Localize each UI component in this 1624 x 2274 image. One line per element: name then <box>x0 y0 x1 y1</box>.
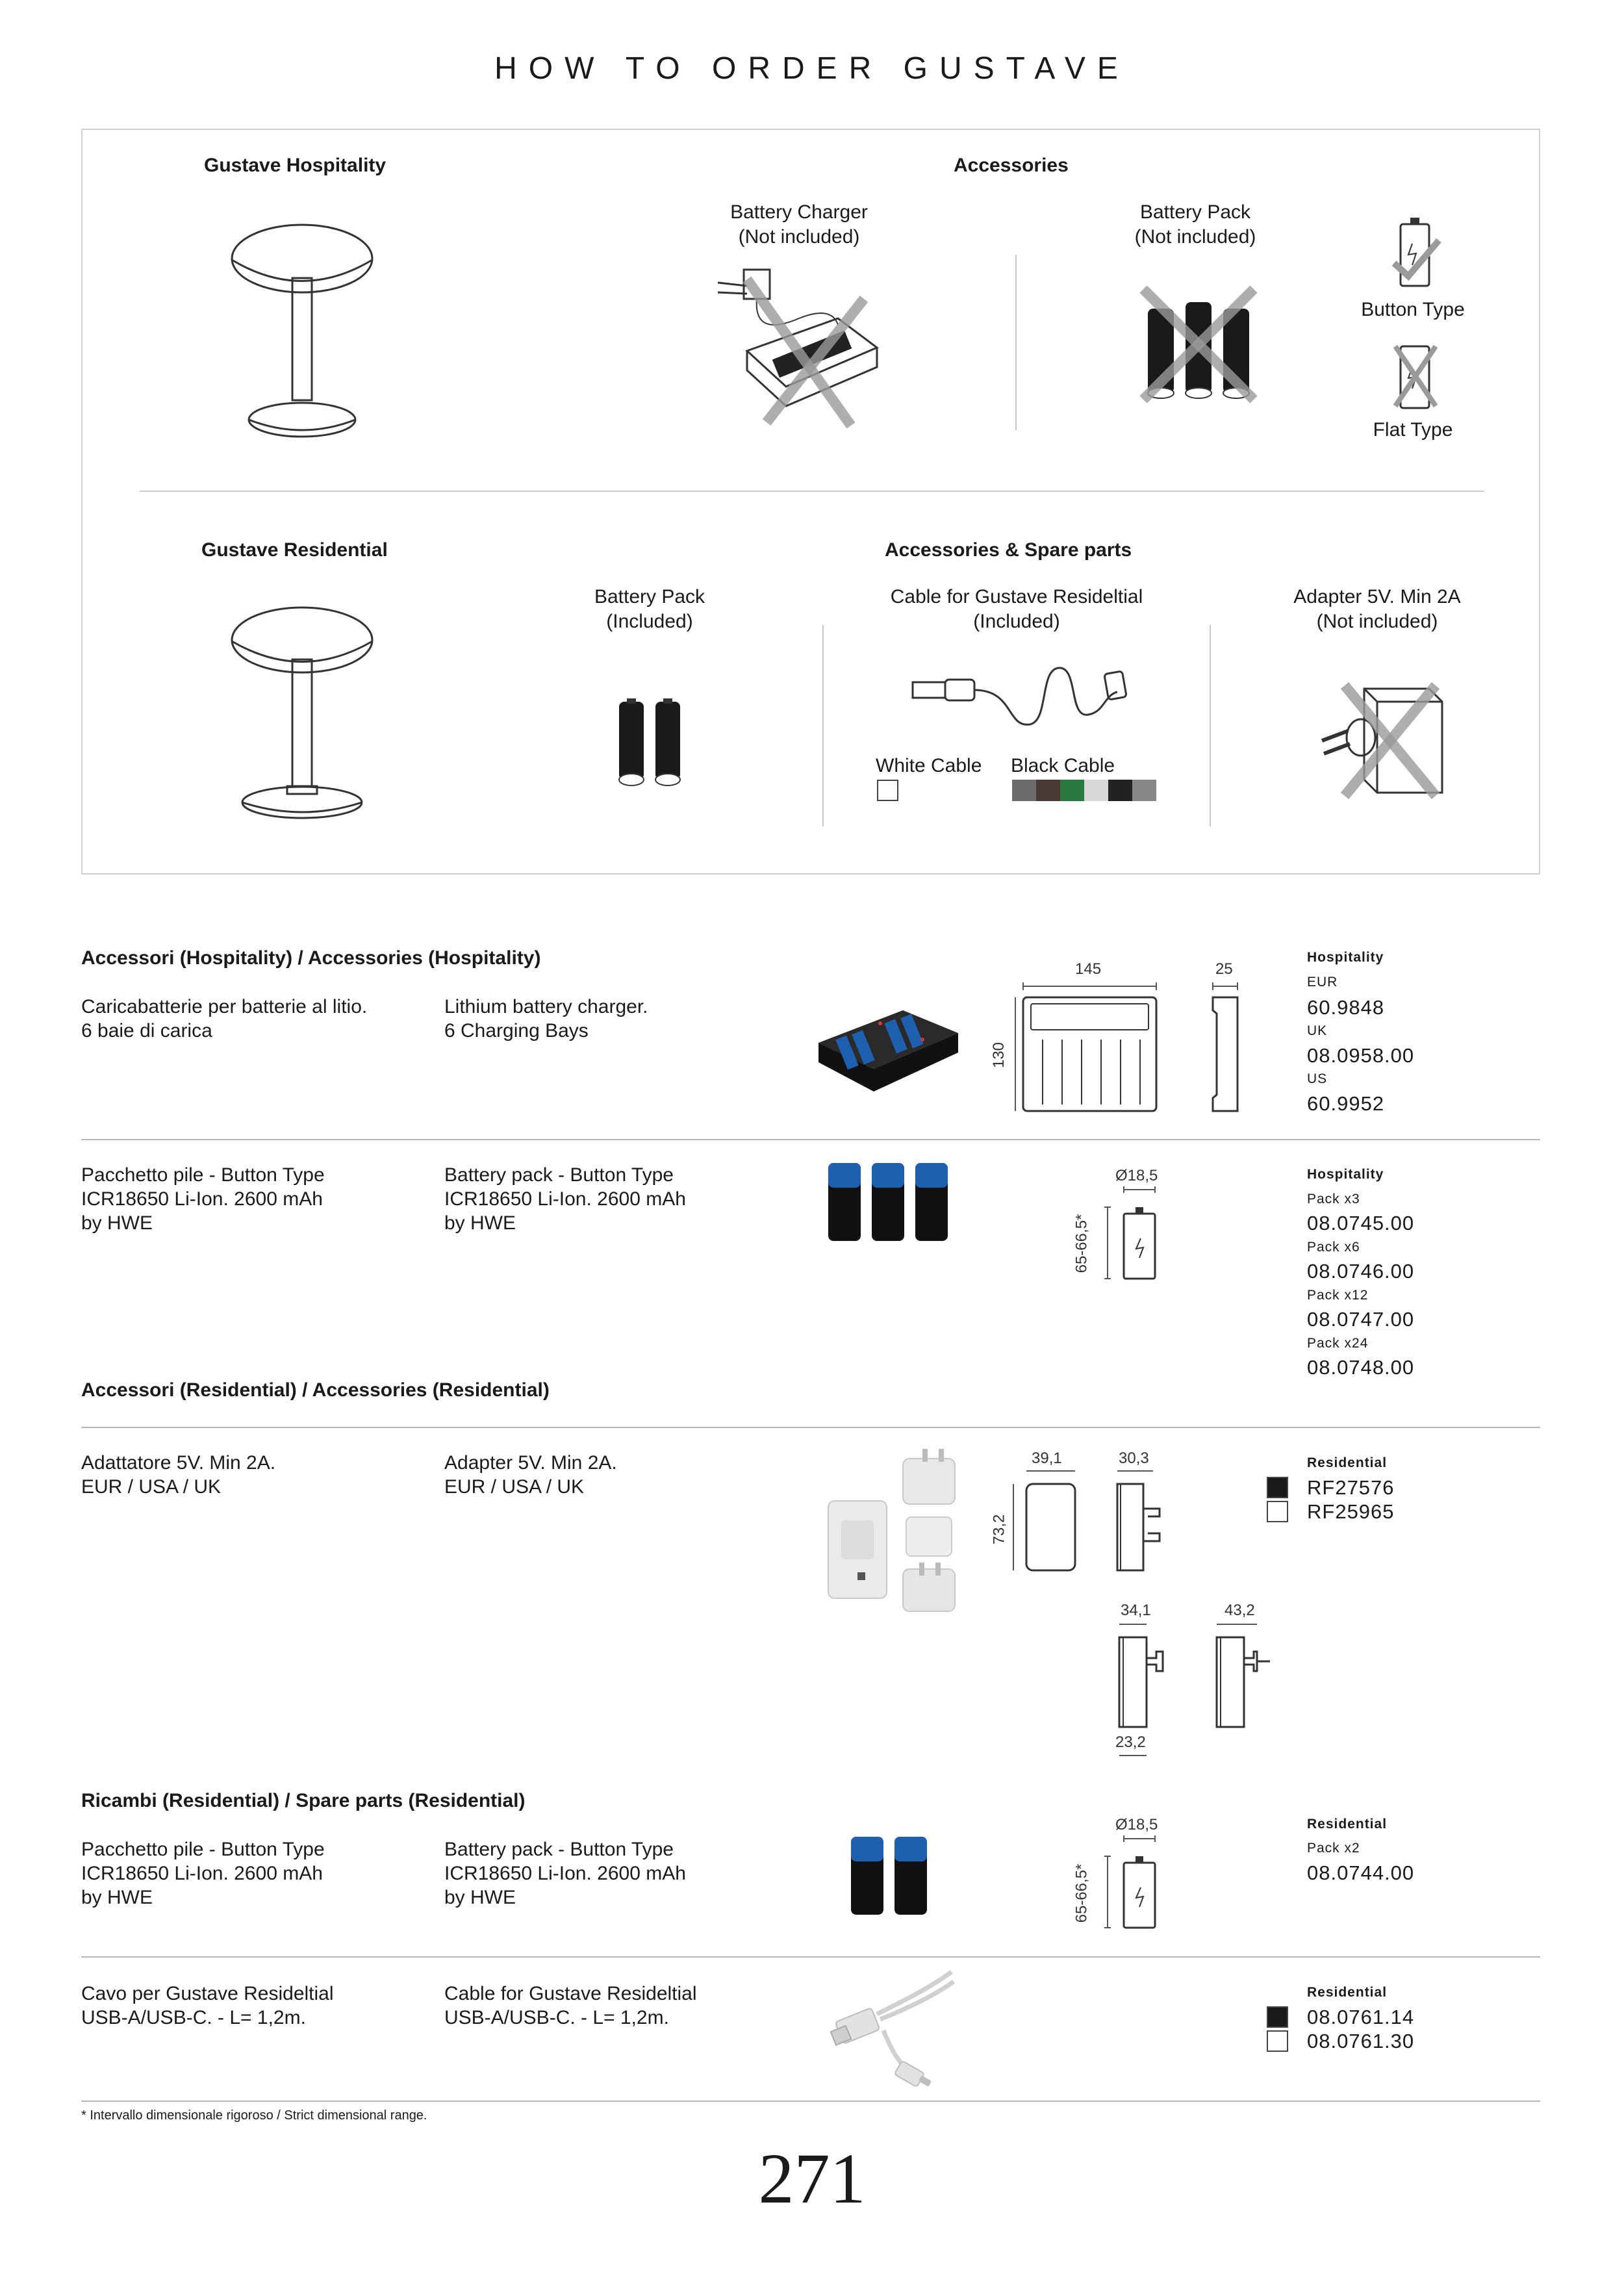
section-title-accessories-hospitality: Accessori (Hospitality) / Accessories (Hospitality) <box>81 947 541 969</box>
pack-hosp-dim-diameter: Ø18,5 <box>1115 1167 1158 1184</box>
pack-res-desc-it-1: Pacchetto pile - Button Type <box>81 1839 325 1860</box>
residential-title: Gustave Residential <box>201 539 388 561</box>
battery-pack-3-photo <box>825 1160 955 1244</box>
charger-desc-it-2: 6 baie di carica <box>81 1020 212 1041</box>
charger-uk-label: UK <box>1307 1023 1328 1038</box>
row-divider <box>81 1956 1540 1958</box>
charger-desc-en-2: 6 Charging Bays <box>444 1020 589 1041</box>
pack-hosp-desc-en-3: by HWE <box>444 1212 516 1234</box>
charger-desc-it-1: Caricabatterie per batterie al litio. <box>81 996 368 1017</box>
charger-dim-width: 145 <box>1075 960 1102 978</box>
adapter-crossed-icon <box>1312 676 1449 806</box>
charger-desc-en-1: Lithium battery charger. <box>444 996 648 1017</box>
white-color-swatch <box>1267 1501 1288 1522</box>
charger-us-label: US <box>1307 1071 1328 1086</box>
pack-incl-label-line2: (Included) <box>606 611 693 632</box>
adapter-technical-drawings <box>997 1470 1309 1762</box>
cable-desc-en-1: Cable for Gustave Resideltial <box>444 1983 697 2004</box>
black-color-swatch <box>1267 1477 1288 1498</box>
residential-lamp-drawing <box>227 604 383 825</box>
divider-vertical <box>822 625 824 826</box>
row-divider <box>81 2101 1540 2102</box>
adapter-desc-en-2: EUR / USA / UK <box>444 1476 585 1498</box>
charger-dim-depth: 25 <box>1215 960 1233 978</box>
pack-hosp-desc-it-3: by HWE <box>81 1212 153 1234</box>
pack-res-technical-drawing <box>1104 1835 1169 1933</box>
divider-vertical <box>1210 625 1211 826</box>
adapter-dim-width: 39,1 <box>1032 1450 1062 1467</box>
charger-us-code: 60.9952 <box>1307 1092 1385 1115</box>
adapter-dim-plug: 23,2 <box>1115 1733 1146 1751</box>
adapter-dim-depth: 30,3 <box>1119 1450 1149 1467</box>
hospitality-accessories-title: Accessories <box>954 155 1069 176</box>
row-divider <box>81 1139 1540 1140</box>
battery-pack-included-icon <box>614 695 685 789</box>
row-divider <box>81 1427 1540 1428</box>
usb-cable-product-photo <box>831 1969 955 2092</box>
charger-technical-drawing <box>1010 981 1244 1111</box>
pack-res-x2-label: Pack x2 <box>1307 1841 1360 1856</box>
adapter-desc-en-1: Adapter 5V. Min 2A. <box>444 1452 617 1474</box>
cable-label-line2: (Included) <box>973 611 1060 632</box>
pack-hosp-x6-code: 08.0746.00 <box>1307 1260 1415 1283</box>
pack-hosp-x6-label: Pack x6 <box>1307 1240 1360 1255</box>
pack-hosp-x3-label: Pack x3 <box>1307 1192 1360 1207</box>
battery-pack-crossed-icon <box>1134 289 1263 406</box>
charger-category: Hospitality <box>1307 950 1384 965</box>
pack-hosp-dim-length: 65-66,5* <box>1072 1214 1091 1273</box>
pack-hosp-category: Hospitality <box>1307 1167 1384 1182</box>
white-cable-swatch <box>877 780 898 801</box>
charger-eur-code: 60.9848 <box>1307 996 1385 1019</box>
battery-charger-crossed-icon <box>708 266 890 429</box>
cable-label-line1: Cable for Gustave Resideltial <box>890 586 1143 607</box>
charger-dim-height: 130 <box>990 1041 1008 1069</box>
cable-code-black: 08.0761.14 <box>1307 2006 1415 2028</box>
pack-res-dim-diameter: Ø18,5 <box>1115 1816 1158 1833</box>
cable-color-swatch <box>1012 780 1036 801</box>
pack-hosp-technical-drawing <box>1104 1186 1169 1284</box>
pack-hosp-x24-code: 08.0748.00 <box>1307 1356 1415 1379</box>
hospitality-title: Gustave Hospitality <box>204 155 387 176</box>
pack-res-desc-en-3: by HWE <box>444 1887 516 1908</box>
overview-divider <box>140 491 1484 492</box>
page-title: HOW TO ORDER GUSTAVE <box>494 51 1130 86</box>
footnote: * Intervallo dimensionale rigoroso / Strict dimensional range. <box>81 2108 427 2123</box>
pack-hosp-desc-it-2: ICR18650 Li-Ion. 2600 mAh <box>81 1188 323 1210</box>
section-title-accessories-residential: Accessori (Residential) / Accessories (Residential) <box>81 1379 550 1401</box>
white-cable-label: White Cable <box>876 755 982 776</box>
pack-hosp-desc-en-2: ICR18650 Li-Ion. 2600 mAh <box>444 1188 686 1210</box>
button-type-battery-check-icon <box>1390 214 1442 292</box>
adapter-product-photo <box>818 1449 974 1618</box>
pack-hosp-x12-label: Pack x12 <box>1307 1288 1369 1303</box>
pack-res-x2-code: 08.0744.00 <box>1307 1861 1415 1884</box>
pack-incl-label-line1: Battery Pack <box>594 586 705 607</box>
cable-color-swatch <box>1036 780 1060 801</box>
charger-label-line1: Battery Charger <box>730 201 868 223</box>
adapter-label-line1: Adapter 5V. Min 2A <box>1293 586 1461 607</box>
cable-color-swatch <box>1132 780 1156 801</box>
pack-hosp-x24-label: Pack x24 <box>1307 1336 1369 1351</box>
battery-pack-2-photo <box>848 1833 932 1918</box>
pack-notincl-label-line2: (Not included) <box>1134 226 1256 248</box>
flat-type-battery-crossed-icon <box>1390 341 1442 413</box>
adapter-desc-it-1: Adattatore 5V. Min 2A. <box>81 1452 276 1474</box>
adapter-label-line2: (Not included) <box>1316 611 1438 632</box>
cable-desc-it-2: USB-A/USB-C. - L= 1,2m. <box>81 2007 306 2028</box>
pack-hosp-x12-code: 08.0747.00 <box>1307 1308 1415 1331</box>
pack-res-desc-it-3: by HWE <box>81 1887 153 1908</box>
pack-hosp-x3-code: 08.0745.00 <box>1307 1212 1415 1234</box>
pack-res-desc-en-1: Battery pack - Button Type <box>444 1839 674 1860</box>
charger-product-photo <box>812 1004 961 1108</box>
pack-res-category: Residential <box>1307 1817 1388 1832</box>
cable-code-white: 08.0761.30 <box>1307 2030 1415 2052</box>
charger-label-line2: (Not included) <box>738 226 860 248</box>
black-color-swatch <box>1267 2006 1288 2028</box>
pack-hosp-desc-en-1: Battery pack - Button Type <box>444 1164 674 1186</box>
pack-notincl-label-line1: Battery Pack <box>1139 201 1251 223</box>
cable-desc-it-1: Cavo per Gustave Resideltial <box>81 1983 334 2004</box>
charger-uk-code: 08.0958.00 <box>1307 1044 1415 1067</box>
usb-cable-drawing <box>909 656 1130 734</box>
adapter-code-white: RF25965 <box>1307 1500 1395 1523</box>
button-type-label: Button Type <box>1361 299 1465 320</box>
charger-eur-label: EUR <box>1307 975 1338 990</box>
adapter-dim-height: 73,2 <box>990 1514 1008 1545</box>
cable-color-swatch <box>1108 780 1132 801</box>
divider-vertical <box>1015 255 1017 430</box>
section-title-spare-parts-residential: Ricambi (Residential) / Spare parts (Residential) <box>81 1790 526 1811</box>
black-cable-label: Black Cable <box>1011 755 1115 776</box>
white-color-swatch <box>1267 2030 1288 2052</box>
cable-color-swatch <box>1060 780 1084 801</box>
adapter-code-black: RF27576 <box>1307 1476 1395 1499</box>
adapter-dim-eu-depth: 43,2 <box>1224 1602 1255 1619</box>
cable-color-swatch <box>1084 780 1108 801</box>
adapter-dim-us-depth: 34,1 <box>1121 1602 1151 1619</box>
pack-res-desc-en-2: ICR18650 Li-Ion. 2600 mAh <box>444 1863 686 1884</box>
pack-res-desc-it-2: ICR18650 Li-Ion. 2600 mAh <box>81 1863 323 1884</box>
adapter-desc-it-2: EUR / USA / UK <box>81 1476 222 1498</box>
hospitality-lamp-drawing <box>227 221 383 442</box>
page-number: 271 <box>758 2139 866 2218</box>
residential-accessories-title: Accessories & Spare parts <box>885 539 1132 561</box>
cable-desc-en-2: USB-A/USB-C. - L= 1,2m. <box>444 2007 669 2028</box>
flat-type-label: Flat Type <box>1373 419 1453 441</box>
pack-res-dim-length: 65-66,5* <box>1072 1863 1091 1923</box>
pack-hosp-desc-it-1: Pacchetto pile - Button Type <box>81 1164 325 1186</box>
black-cable-color-swatches <box>1012 780 1156 801</box>
adapter-category: Residential <box>1307 1455 1388 1470</box>
cable-category: Residential <box>1307 1985 1388 2000</box>
